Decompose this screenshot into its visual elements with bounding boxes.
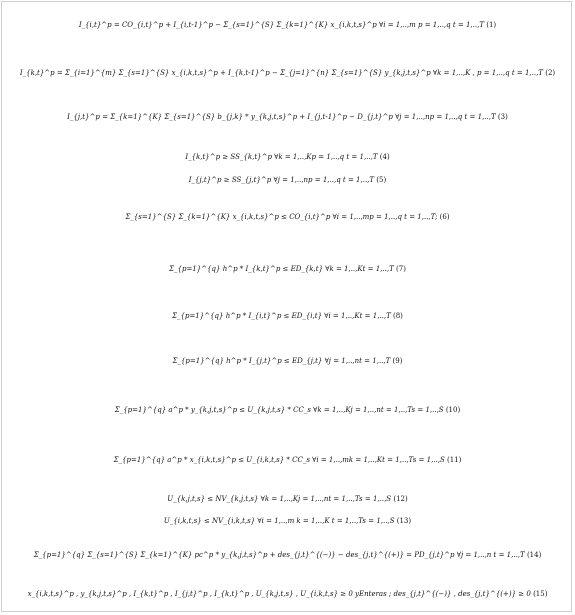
equation-2: I_{k,t}^p = Σ_{i=1}^{m} Σ_{s=1}^{S} x_{i,k,t,s}^p + I_{k,t-1}^p − Σ_{j=1}^{n} Σ_{s=1}^{S} y_{k,j,t,s}^p ∀k = 1,..,K , p = 1,..,q t = 1,..,T (2) <box>19 69 556 77</box>
equation-13: U_{i,k,t,s} ≤ NV_{i,k,t,s} ∀i = 1,..,m k = 1,..,K t = 1,..,Ts = 1,..,S (13) <box>163 517 412 525</box>
equation-7: Σ_{p=1}^{q} h^p * I_{k,t}^p ≤ ED_{k,t} ∀k = 1,..,Kt = 1,..,T (7) <box>169 265 406 273</box>
equation-11: Σ_{p=1}^{q} a^p * x_{i,k,t,s}^p ≤ U_{i,k,t,s} * CC_s ∀i = 1,..,mk = 1,..,Kt = 1,..,Ts = 1,..,S (11) <box>113 456 462 464</box>
equation-3: I_{j,t}^p = Σ_{k=1}^{K} Σ_{s=1}^{S} b_{j,k} * y_{k,j,t,s}^p + I_{j,t-1}^p − D_{j,t}^p ∀j = 1,..,np = 1,..,q t = 1,..,T (3) <box>67 113 508 121</box>
equation-14: Σ_{p=1}^{q} Σ_{s=1}^{S} Σ_{k=1}^{K} pc^p * y_{k,j,t,s}^p + des_{j,t}^{(−)} − des_{j,t}^{(+)} = PD_{j,t}^p ∀j = 1,..,n t = 1,..,T (14) <box>33 551 542 559</box>
equation-6: Σ_{s=1}^{S} Σ_{k=1}^{K} x_{i,k,t,s}^p ≤ CO_{i,t}^p ∀i = 1,..,mp = 1,..,q t = 1,..,T; (6) <box>125 213 450 221</box>
equation-10: Σ_{p=1}^{q} a^p * y_{k,j,t,s}^p ≤ U_{k,j,t,s} * CC_s ∀k = 1,..,Kj = 1,..,nt = 1,..,Ts = 1,..,S (10) <box>114 406 461 414</box>
equation-4: I_{k,t}^p ≥ SS_{k,t}^p ∀k = 1,..,Kp = 1,..,q t = 1,..,T (4) <box>185 153 390 161</box>
equation-5: I_{j,t}^p ≥ SS_{j,t}^p ∀j = 1,..,np = 1,..,q t = 1,..,T (5) <box>188 176 387 184</box>
equation-8: Σ_{p=1}^{q} h^p * I_{i,t}^p ≤ ED_{i,t} ∀i = 1,..,Kt = 1,..,T (8) <box>172 312 403 320</box>
equation-12: U_{k,j,t,s} ≤ NV_{k,j,t,s} ∀k = 1,..,Kj = 1,..,nt = 1,..,Ts = 1,..,S (12) <box>167 495 408 503</box>
equation-1: I_{i,t}^p = CO_{i,t}^p + I_{i,t-1}^p − Σ_{s=1}^{S} Σ_{k=1}^{K} x_{i,k,t,s}^p ∀i = 1,..,m p = 1,..,q t = 1,..,T (1) <box>78 21 497 29</box>
equation-9: Σ_{p=1}^{q} h^p * I_{j,t}^p ≤ ED_{j,t} ∀j = 1,..,nt = 1,..,T (9) <box>172 357 403 365</box>
equation-15: x_{i,k,t,s}^p , y_{k,j,t,s}^p , I_{k,t}^p , I_{j,t}^p , I_{k,t}^p , U_{k,j,t,s} , U_{i,k,t,s} ≥ 0 yEnteras ; des_{j,t}^{(−)} , des_{j,t}^{(+)} ≥ 0 (15) <box>27 590 548 598</box>
